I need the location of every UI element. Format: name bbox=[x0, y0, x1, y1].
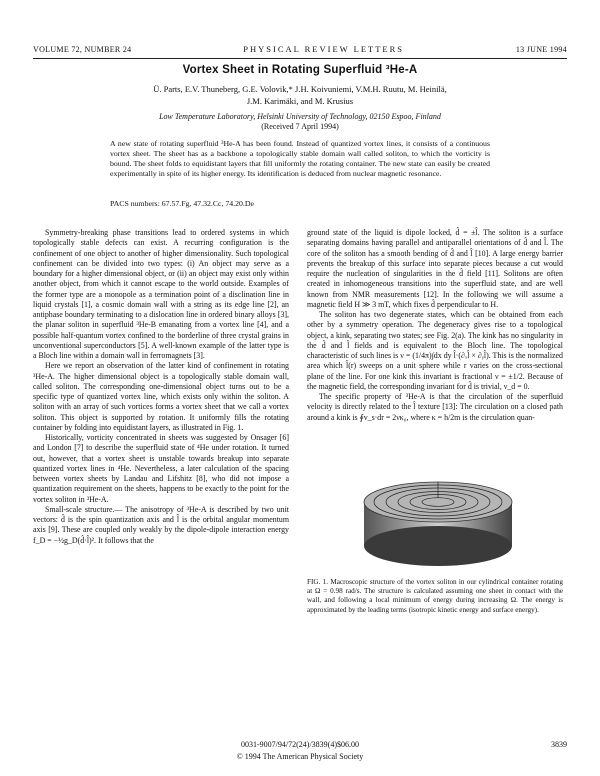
paragraph: The specific property of ³He-A is that the circulation of the superfluid velocity is directly related to the l̂ texture [13]: The circulation on a closed path around a kink is ∮v_s·dr = 2νκ₀, where κ = h/2m is the circulation quan- bbox=[307, 392, 563, 422]
paragraph: Small-scale structure.— The anisotropy of ³He-A is described by two unit vectors: d̂ is the spin quantization axis and l̂ is the orbital angular momentum axis [9]. These are coupled only weakly by the dipole-dipole interaction energy f_D = −½g_D(d̂·l̂)². It follows that the bbox=[33, 504, 289, 545]
copyright: © 1994 The American Physical Society bbox=[236, 752, 364, 761]
abstract: A new state of rotating superfluid ³He-A has been found. Instead of quantized vortex lines, it consists of a continuous vortex sheet. The sheet has as a backbone a topologically stable domain wall called soliton, to which the vorticity is bound. The sheet folds to equidistant layers that fill uniformly the rotating container. The new state can easily be created experimentally in spite of its higher energy. Its identification is deduced from nuclear magnetic resonance. bbox=[110, 139, 490, 178]
received-date: (Received 7 April 1994) bbox=[261, 122, 339, 131]
right-column bbox=[307, 228, 563, 423]
paragraph: Historically, vorticity concentrated in sheets was suggested by Onsager [6] and London [7] to describe the superfluid state of ⁴He under rotation. It turned out, however, that a vortex sheet is unstable towards breakup into separate quantized vortex lines in ⁴He. Nevertheless, a later calculation of the spacing between vortex sheets by Landau and Lifshitz [8], who did not impose a quantization requirement on the sheets, happens to be exactly to the point for the vortex soliton in ³He-A. bbox=[33, 433, 289, 504]
cylinder-bottom bbox=[364, 526, 512, 566]
paper-title: Vortex Sheet in Rotating Superfluid ³He-A bbox=[182, 64, 418, 76]
volume-number: VOLUME 72, NUMBER 24 bbox=[33, 45, 132, 54]
paragraph: ground state of the liquid is dipole locked, d̂ = ±l̂. The soliton is a surface separating domains having parallel and antiparallel orientations of d̂ and l̂. The core of the soliton has a smooth bending of d̂ and l̂ [10]. A large energy barrier prevents the breakup of this surface into separate pieces because a cut would require the nucleation of singularities in the d̂ field [11]. Solitons are often created in inhomogeneous transitions into the superfluid state, and are well known from NMR measurements [12]. In the following we will assume a magnetic field H ≫ 3 mT, which fixes d̂ perpendicular to H. bbox=[307, 228, 563, 309]
page-number: 3839 bbox=[551, 740, 567, 749]
paragraph: Symmetry-breaking phase transitions lead to ordered systems in which topologically stable defects can exist. A recurring configuration is the confinement of one object to another of higher dimensionality. Such topological confinement can be divided into two types: (i) An object may serve as a boundary for a higher dimensional object, or (ii) an object may exist only within another object, from which it cannot escape to the world outside. Examples of the former type are a monopole as a termination point of a disclination line in liquid crystals [1], a cosmic domain wall with a string as its edge line [2], an antiphase boundary terminating to a dislocation line in ordered binary alloys [3], the planar soliton in superfluid ³He-B emanating from a vortex line [4], and a possible half-quantum vortex confined to the borderline of three crystal grains in unconventional superconductors [5]. A well-known example of the latter type is a Bloch line within a domain wall in ferromagnets [3]. bbox=[33, 228, 289, 360]
author-list bbox=[120, 84, 480, 107]
figure-1-vortex-sheet bbox=[318, 478, 558, 573]
figure-caption: FIG. 1. Macroscopic structure of the vortex soliton in our cylindrical container rotating at Ω = 0.98 rad/s. The structure is calculated assuming one sheet in contact with the wall, and following a local minimum of energy during increasing Ω. The energy is approximated by the leading terms (isotropic kinetic energy and surface energy). bbox=[307, 578, 563, 614]
journal-name: PHYSICAL REVIEW LETTERS bbox=[243, 44, 405, 54]
pacs-numbers: PACS numbers: 67.57.Fg, 47.32.Cc, 74.20.De bbox=[110, 199, 254, 208]
affiliation: Low Temperature Laboratory, Helsinki University of Technology, 02150 Espoo, Finland bbox=[159, 112, 441, 121]
paragraph: Here we report an observation of the latter kind of confinement in rotating ³He-A. The higher dimensional object is a topologically stable domain wall, called soliton. The corresponding one-dimensional object turns out to be a specific type of quantized vortex line, which exists only within the soliton. A soliton with an array of such vortices forms a vortex sheet that we call a vortex soliton. This object is supported by rotation. It uniformly fills the rotating container by folding into equidistant layers, as illustrated in Fig. 1. bbox=[33, 361, 289, 432]
paragraph: The soliton has two degenerate states, which can be obtained from each other by a symmetry operation. The degeneracy gives rise to a topological object, a kink, separating two states; see Fig. 2(a). The kink has no singularity in the d̂ and l̂ fields and is equivalent to the Bloch line. The topological characteristic of such lines is ν = (1/4π)∫dx dy l̂·(∂ₓl̂ × ∂ᵧl̂). This is the normalized area which l̂(r) sweeps on a unit sphere while r varies on the cross-sectional plane of the line. For one kink this invariant is fractional ν = ±1/2. Because of the magnetic field, the corresponding invariant for d̂ is trivial, ν_d = 0. bbox=[307, 310, 563, 391]
running-head bbox=[33, 44, 567, 58]
left-column bbox=[33, 228, 289, 546]
header-rule bbox=[33, 58, 567, 59]
authors-line-2: J.M. Karimäki, and M. Krusius bbox=[246, 95, 354, 106]
authors-line-1: Ü. Parts, E.V. Thuneberg, G.E. Volovik,* J.H. Koivuniemi, V.M.H. Ruutu, M. Heinilä, bbox=[153, 84, 447, 94]
issue-date: 13 JUNE 1994 bbox=[515, 45, 567, 54]
footer-code: 0031-9007/94/72(24)/3839(4)$06.00 bbox=[241, 740, 359, 749]
